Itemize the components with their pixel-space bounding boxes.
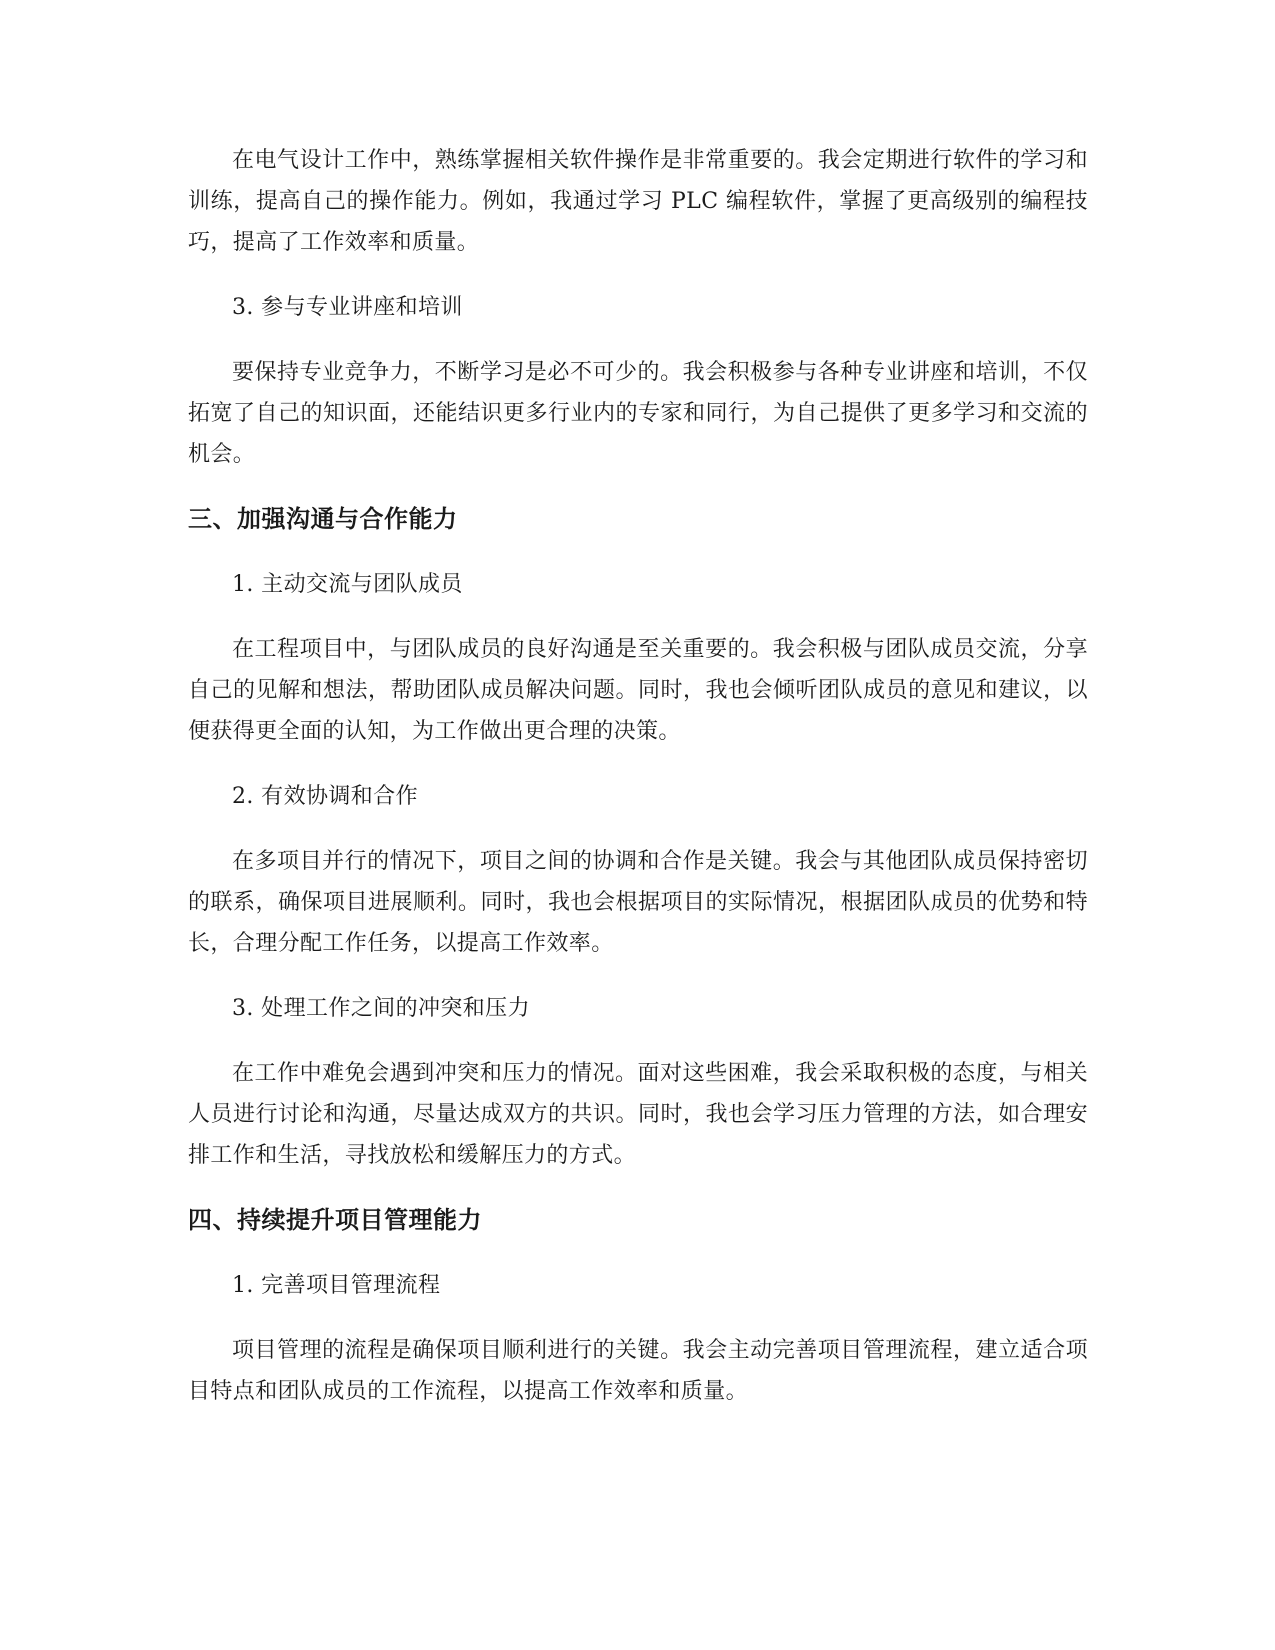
section-heading-communication: 三、加强沟通与合作能力	[188, 505, 458, 533]
paragraph-conflict-pressure: 在工作中难免会遇到冲突和压力的情况。面对这些困难，我会采取积极的态度，与相关人员进行讨论和沟通，尽量达成双方的共识。同时，我也会学习压力管理的方法，如合理安排工作和生活，寻找放松和缓解压力的方式。	[188, 1061, 1088, 1168]
subheading-lectures-training: 3. 参与专业讲座和培训	[232, 295, 463, 320]
document-body	[188, 140, 1088, 1436]
subheading-active-communication: 1. 主动交流与团队成员	[232, 572, 463, 597]
subheading-coordination: 2. 有效协调和合作	[232, 784, 418, 809]
paragraph-software-skills: 在电气设计工作中，熟练掌握相关软件操作是非常重要的。我会定期进行软件的学习和训练，提高自己的操作能力。例如，我通过学习 PLC 编程软件，掌握了更高级别的编程技巧，提高了工作效率和质量。	[188, 148, 1088, 255]
subheading-management-process: 1. 完善项目管理流程	[232, 1273, 441, 1298]
paragraph-coordination: 在多项目并行的情况下，项目之间的协调和合作是关键。我会与其他团队成员保持密切的联系，确保项目进展顺利。同时，我也会根据项目的实际情况，根据团队成员的优势和特长，合理分配工作任务，以提高工作效率。	[188, 849, 1088, 956]
paragraph-management-process: 项目管理的流程是确保项目顺利进行的关键。我会主动完善项目管理流程，建立适合项目特点和团队成员的工作流程，以提高工作效率和质量。	[188, 1338, 1088, 1404]
subheading-conflict-pressure: 3. 处理工作之间的冲突和压力	[232, 996, 530, 1021]
section-heading-project-management: 四、持续提升项目管理能力	[188, 1206, 482, 1234]
paragraph-lectures-training: 要保持专业竞争力，不断学习是必不可少的。我会积极参与各种专业讲座和培训，不仅拓宽了自己的知识面，还能结识更多行业内的专家和同行，为自己提供了更多学习和交流的机会。	[188, 360, 1088, 467]
paragraph-active-communication: 在工程项目中，与团队成员的良好沟通是至关重要的。我会积极与团队成员交流，分享自己的见解和想法，帮助团队成员解决问题。同时，我也会倾听团队成员的意见和建议，以便获得更全面的认知，为工作做出更合理的决策。	[188, 637, 1088, 744]
